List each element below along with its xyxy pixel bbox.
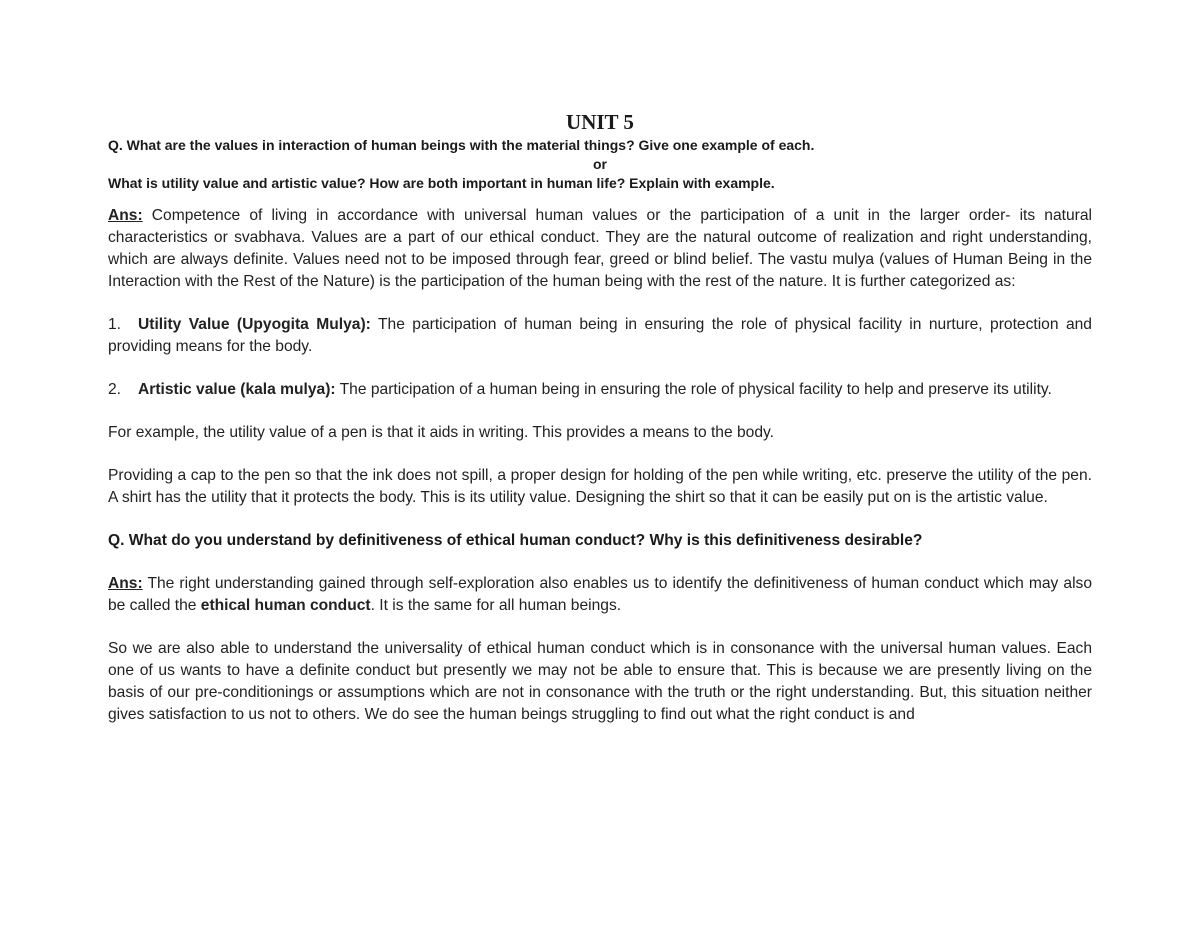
answer-1-text: Competence of living in accordance with universal human values or the participation of a unit in the larger order- its natural characteristics or svabhava. Values are a part of our ethical conduct. They are the natural outcome of realization and right understanding, which are always definite. Values need not to be imposed through fear, greed or blind belief. The vastu mulya (values of Human Being in the Interaction with the Rest of the Nature) is the participation of the human being with the rest of the nature. It is further categorized as: — [108, 207, 1092, 290]
list-item-number: 2. — [108, 381, 122, 398]
answer-2-paragraph — [108, 573, 1092, 617]
question-2: Q. What do you understand by definitiveness of ethical human conduct? Why is this definitiveness desirable? — [108, 532, 923, 549]
list-item-text: The participation of a human being in ensuring the role of physical facility to help and preserve its utility. — [335, 381, 1052, 398]
question-1-line-1: Q. What are the values in interaction of human beings with the material things? Give one example of each. — [108, 137, 815, 153]
final-paragraph: So we are also able to understand the universality of ethical human conduct which is in consonance with the universal human values. Each one of us wants to have a definite conduct but presently we may not be able to ensure that. This is because we are presently living on the basis of our pre-conditionings or assumptions which are not in consonance with the truth or the right understanding. But, this situation neither gives satisfaction to us not to others. We do see the human beings struggling to find out what the right conduct is and — [108, 640, 1092, 723]
answer-1-label: Ans: — [108, 207, 143, 224]
list-item-artistic-value — [108, 379, 1092, 401]
answer-1-paragraph — [108, 205, 1092, 293]
list-item-term: Artistic value (kala mulya): — [138, 381, 336, 398]
answer-2-label: Ans: — [108, 575, 143, 592]
unit-title: UNIT 5 — [566, 110, 634, 134]
question-1-line-2: What is utility value and artistic value? How are both important in human life? Explain with example. — [108, 175, 775, 191]
document-page — [108, 108, 1092, 726]
list-item-number: 1. — [108, 316, 122, 333]
answer-2-bold-term: ethical human conduct — [200, 597, 371, 614]
example-paragraph-1: For example, the utility value of a pen is that it aids in writing. This provides a means to the body. — [108, 424, 774, 441]
question-1-or: or — [593, 156, 607, 172]
answer-2-text-before: The right understanding gained through self-exploration also enables us to identify the definitiveness of human conduct which may also be called the — [108, 575, 1092, 614]
answer-2-text-after: . It is the same for all human beings. — [370, 597, 622, 614]
list-item-utility-value — [108, 314, 1092, 358]
list-item-term: Utility Value (Upyogita Mulya): — [138, 316, 371, 333]
list-item-text: The participation of human being in ensuring the role of physical facility in nurture, protection and providing means for the body. — [108, 316, 1092, 355]
example-paragraph-2: Providing a cap to the pen so that the ink does not spill, a proper design for holding of the pen while writing, etc. preserve the utility of the pen. A shirt has the utility that it protects the body. This is its utility value. Designing the shirt so that it can be easily put on is the artistic value. — [108, 467, 1092, 506]
